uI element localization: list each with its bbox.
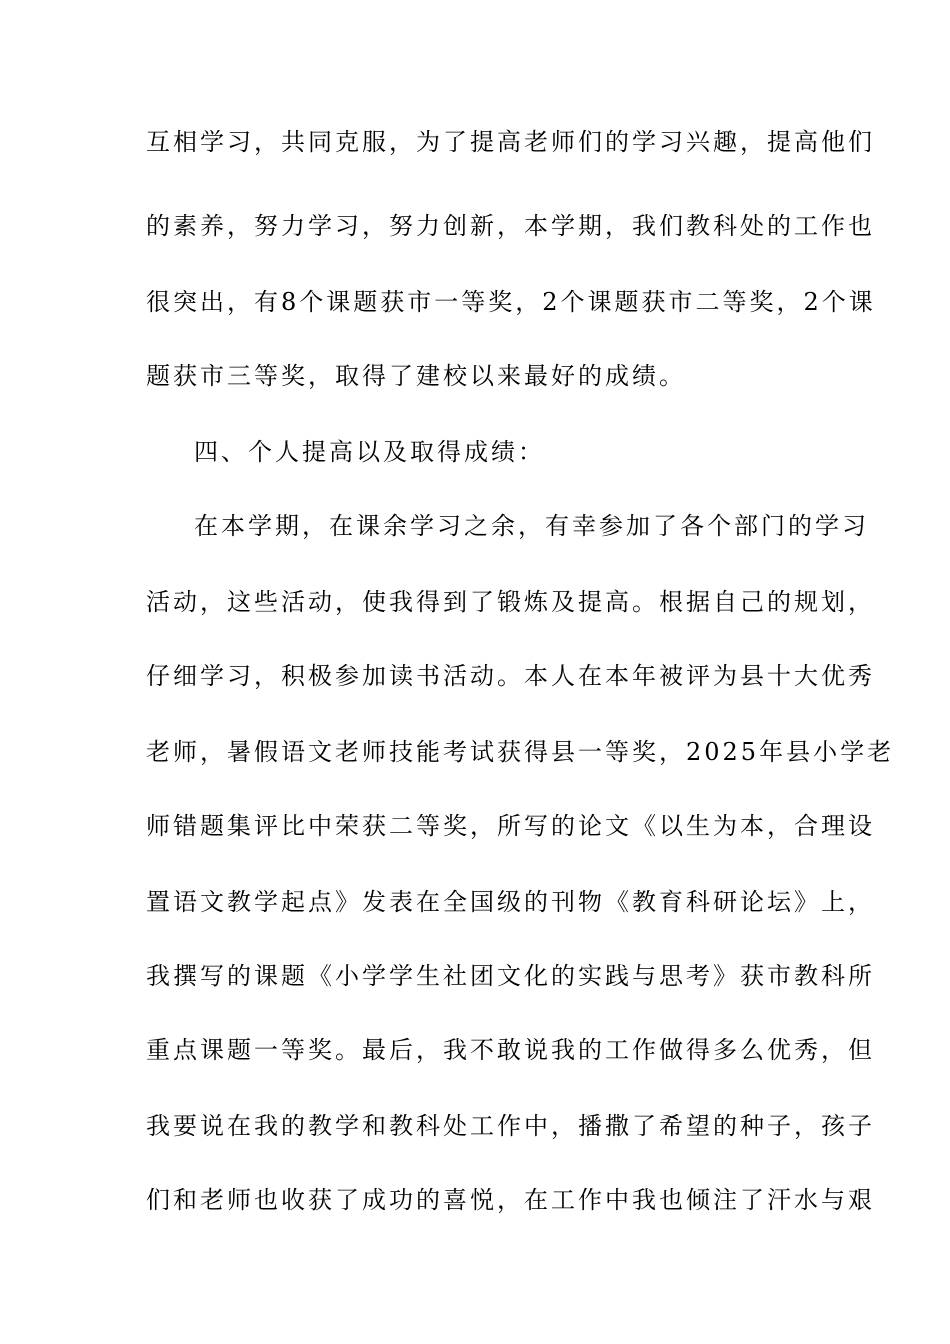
text-line: 我撰写的课题《小学学生社团文化的实践与思考》获市教科所 — [146, 962, 875, 990]
text-line: 老师，暑假语文老师技能考试获得县一等奖，2025年县小学老 — [146, 738, 895, 766]
text-line: 重点课题一等奖。最后，我不敢说我的工作做得多么优秀，但 — [146, 1036, 875, 1064]
text-line: 题获市三等奖，取得了建校以来最好的成绩。 — [146, 362, 686, 390]
text-line: 很突出，有8个课题获市一等奖，2个课题获市二等奖，2个课 — [146, 288, 876, 316]
text-line: 的素养，努力学习，努力创新，本学期，我们教科处的工作也 — [146, 212, 875, 240]
text-line: 在本学期，在课余学习之余，有幸参加了各个部门的学习 — [194, 512, 869, 540]
text-line: 活动，这些活动，使我得到了锻炼及提高。根据自己的规划， — [146, 588, 875, 616]
text-line: 我要说在我的教学和教科处工作中，播撒了希望的种子，孩子 — [146, 1112, 875, 1140]
text-line: 互相学习，共同克服，为了提高老师们的学习兴趣，提高他们 — [146, 128, 875, 156]
text-line: 们和老师也收获了成功的喜悦，在工作中我也倾注了汗水与艰 — [146, 1186, 875, 1214]
text-line: 仔细学习，积极参加读书活动。本人在本年被评为县十大优秀 — [146, 662, 875, 690]
section-heading: 四、个人提高以及取得成绩： — [194, 438, 545, 466]
text-line: 置语文教学起点》发表在全国级的刊物《教育科研论坛》上， — [146, 888, 875, 916]
text-line: 师错题集评比中荣获二等奖，所写的论文《以生为本，合理设 — [146, 812, 875, 840]
